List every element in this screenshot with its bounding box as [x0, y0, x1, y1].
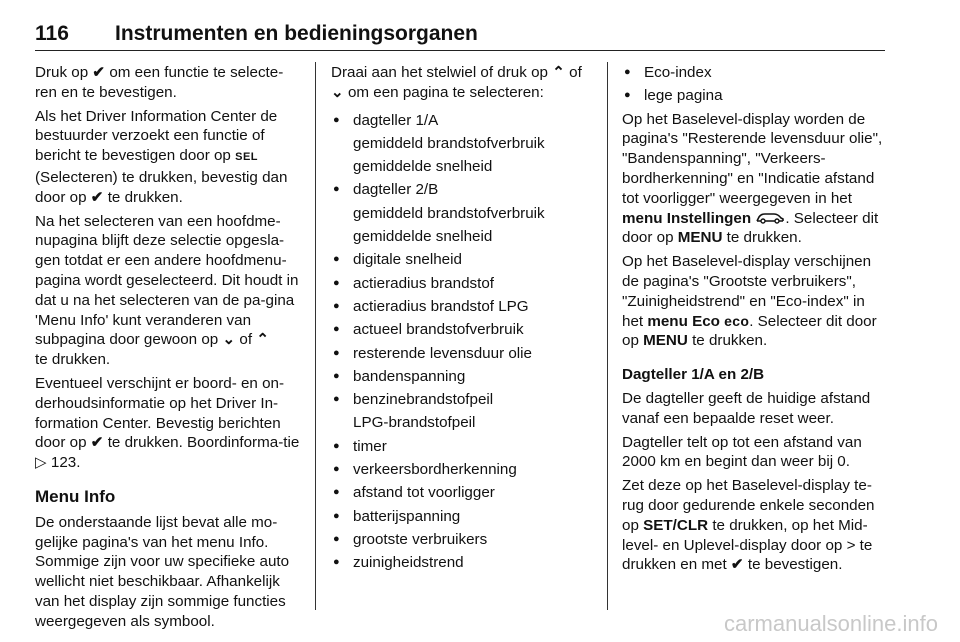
checkmark-icon: ✔ — [730, 556, 744, 574]
checkmark-icon: ✔ — [90, 188, 104, 206]
paragraph: Eventueel verschijnt er boord- en on-derhoudsinformatie op het Driver In-formation Center. Bevestig berichten door op ✔ te drukken. Boordinforma-tie ▷ 123. — [35, 374, 300, 472]
info-pages-list — [331, 111, 599, 573]
list-item: ● dagteller 2/B gemiddeld brandstofverbruik gemiddelde snelheid — [331, 180, 599, 246]
page-title: Instrumenten en bedieningsorganen — [115, 22, 478, 45]
sel-icon: SEL — [235, 151, 259, 164]
info-pages-list-continued — [622, 63, 890, 106]
list-item: ● lege pagina — [622, 86, 890, 106]
list-item: ● timer — [331, 437, 599, 457]
column-divider-1 — [315, 62, 316, 610]
list-item: ● verkeersbordherkenning — [331, 460, 599, 480]
list-subitem: gemiddelde snelheid — [353, 158, 493, 176]
column-1 — [35, 63, 303, 636]
checkmark-icon: ✔ — [90, 434, 104, 452]
list-item: ● resterende levensduur olie — [331, 344, 599, 364]
column-divider-2 — [607, 62, 608, 610]
paragraph: Druk op ✔ om een functie te selecte-ren en te bevestigen. — [35, 64, 284, 101]
paragraph: Op het Baselevel-display worden de pagina's "Resterende levensduur olie", "Bandenspanning", "Verkeers-bordherkenning" en "Indicatie afstand tot voorligger" weergegeven in het menu Instellingen . Selecteer dit door op MENU te drukken. — [622, 110, 883, 247]
list-item: ● actieradius brandstof LPG — [331, 297, 599, 317]
list-subitem: gemiddelde snelheid — [353, 228, 493, 246]
page-header — [35, 22, 885, 50]
car-settings-icon — [755, 211, 785, 224]
page-reference-icon[interactable]: ▷ — [35, 454, 47, 472]
section-heading-dagteller: Dagteller 1/A en 2/B — [622, 366, 765, 384]
paragraph: Als het Driver Information Center de bestuurder verzoekt een functie of bericht te bevestigen door op SEL (Selecteren) te drukken, bevestig dan door op ✔ te drukken. — [35, 107, 288, 206]
section-heading-menu-info: Menu Info — [35, 486, 116, 506]
column-3 — [622, 63, 890, 579]
list-item: ● actueel brandstofverbruik — [331, 320, 599, 340]
chevron-up-icon: ⌃ — [256, 331, 270, 349]
list-subitem: gemiddeld brandstofverbruik — [353, 134, 545, 152]
list-item: ● batterijspanning — [331, 507, 599, 527]
paragraph: Op het Baselevel-display verschijnen de pagina's "Grootste verbruikers", "Zuinigheidstrend" en "Eco-index" in het menu Eco eco. Selecteer dit door op MENU te drukken. — [622, 253, 877, 350]
list-item: ● bandenspanning — [331, 367, 599, 387]
header-divider — [35, 50, 885, 51]
list-item: ● dagteller 1/A gemiddeld brandstofverbruik gemiddelde snelheid — [331, 111, 599, 177]
list-item: ● grootste verbruikers — [331, 530, 599, 550]
list-item: ● zuinigheidstrend — [331, 553, 599, 573]
list-item: ● benzinebrandstofpeil LPG-brandstofpeil — [331, 390, 599, 433]
column-2 — [331, 63, 599, 577]
chevron-up-icon: ⌃ — [552, 64, 565, 81]
paragraph: De onderstaande lijst bevat alle mo-gelijke pagina's van het menu Info. Sommige zijn voor uw specifieke auto wellicht niet beschikbaar. Afhankelijk van het display zijn sommige functies weergegeven als symbool. — [35, 513, 290, 630]
paragraph: Na het selecteren van een hoofdme-nupagina blijft deze selectie opgesla-gen totdat er een andere hoofdmenu-pagina wordt geselecteerd. Dit houdt in dat u na het selecteren van de pa-gina 'Menu Info' kunt veranderen van subpagina door gewoon op ⌄ of ⌃ te drukken. — [35, 212, 299, 369]
list-item: ● afstand tot voorligger — [331, 483, 599, 503]
chevron-down-icon: ⌄ — [222, 331, 236, 349]
chevron-down-icon: ⌄ — [331, 83, 344, 101]
eco-icon: eco — [724, 312, 750, 329]
list-item: ● Eco-index — [622, 63, 890, 83]
watermark: carmanualsonline.info — [723, 611, 938, 636]
list-subitem: LPG-brandstofpeil — [353, 414, 476, 432]
page-number: 116 — [35, 22, 69, 45]
list-item: ● digitale snelheid — [331, 250, 599, 270]
paragraph: Draai aan het stelwiel of druk op ⌃ of ⌄ om een pagina te selecteren: — [331, 64, 582, 101]
paragraph: De dagteller geeft de huidige afstand vanaf een bepaalde reset weer. — [622, 389, 871, 427]
list-subitem: gemiddeld brandstofverbruik — [353, 204, 545, 222]
paragraph: Dagteller telt op tot een afstand van 2000 km en begint dan weer bij 0. — [622, 433, 862, 471]
paragraph: Zet deze op het Baselevel-display te-rug door gedurende enkele seconden op SET/CLR te drukken, op het Mid-level- en Uplevel-display door op > te drukken en met ✔ te bevestigen. — [622, 477, 875, 574]
checkmark-icon: ✔ — [92, 64, 106, 81]
chevron-right-icon: > — [846, 536, 856, 554]
list-item: ● actieradius brandstof — [331, 274, 599, 294]
